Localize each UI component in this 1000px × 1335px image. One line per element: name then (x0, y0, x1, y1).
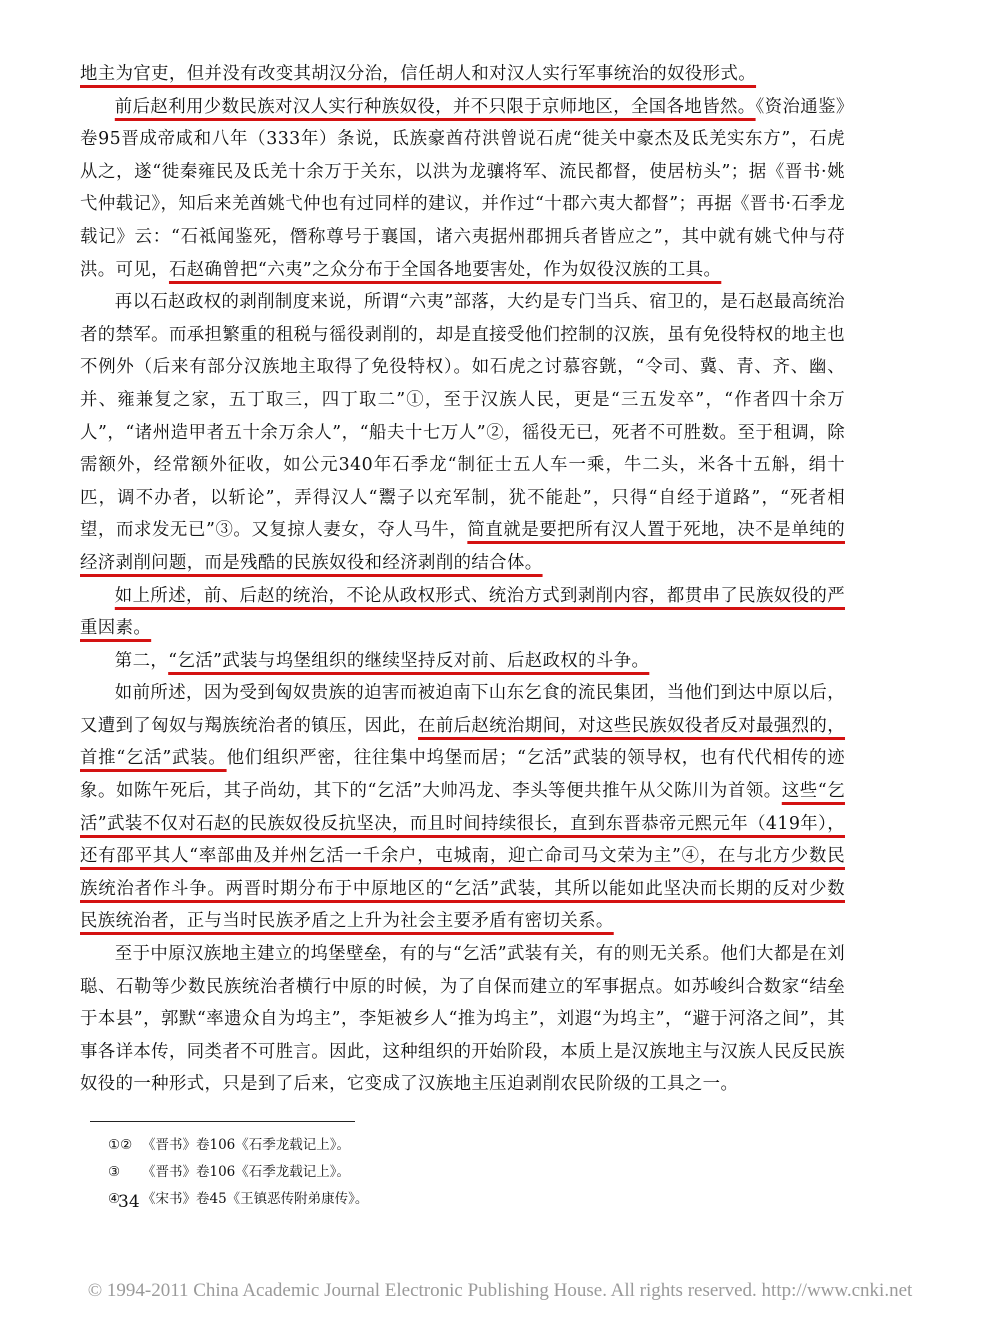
paragraph (80, 58, 845, 91)
footnote-text: 《晋书》卷106《石季龙载记上》。 (142, 1164, 351, 1180)
text-segment: 再以石赵政权的剥削制度来说，所谓“六夷”部落，大约是专门当兵、宿卫的，是石赵最高统治者的禁军。而承担繁重的租税与徭役剥削的，却是直接受他们控制的汉族，虽有免役特权的地主也不例外（后来有部分汉族地主取得了免役特权）。如石虎之讨慕容皝，“令司、冀、青、齐、幽、并、雍兼复之家，五丁取三，四丁取二”①，至于汉族人民，更是“三五发卒”，“作者四十余万人”，“诸州造甲者五十余万余人”，“船夫十七万人”②，徭役无已，死者不可胜数。至于租调，除需额外，经常额外征收，如公元340年石季龙“制征士五人车一乘，牛二头，米各十五斛，绢十匹，调不办者，以斩论”，弄得汉人“鬻子以充军制，犹不能赴”，只得“自经于道路”，“死者相望，而求发无已”③。又复掠人妻女，夺人马牛， (80, 292, 846, 541)
footnote (108, 1159, 845, 1186)
underlined-text: 在前后赵统治期间，对这些民族奴役者反对最强烈的，首推“乞活”武装。 (80, 715, 846, 769)
page-number: 34 (118, 1192, 140, 1212)
text-segment: 《资治通鉴》卷95晋成帝咸和八年（333年）条说，氐族豪酋苻洪曾说石虎“徙关中豪杰及氐羌实东方”，石虎从之，遂“徙秦雍民及氐羌十余万于关东，以洪为龙骧将军、流民都督，使居枋头”；据《晋书·姚弋仲载记》，知后来羌酋姚弋仲也有过同样的建议，并作过“十郡六夷大都督”；再据《晋书·石季龙载记》云：“石祗闻鉴死，僭称尊号于襄国，诸六夷据州郡拥兵者皆应之”，其中就有姚弋仲与苻洪。可见， (80, 96, 845, 280)
article-body (80, 58, 845, 1213)
underlined-text: 前后赵利用少数民族对汉人实行种族奴役，并不只限于京师地区，全国各地皆然。 (114, 96, 756, 117)
footnote (108, 1186, 845, 1213)
footnote-text: 《晋书》卷106《石季龙载记上》。 (142, 1137, 351, 1153)
footnote-divider (90, 1121, 355, 1122)
footnote-mark: ④ (108, 1191, 121, 1207)
text-segment: 他们组织严密，往往集中坞堡而居；“乞活”武装的领导权，也有代代相传的迹象。如陈午死后，其子尚幼，其下的“乞活”大帅冯龙、李头等便共推午从父陈川为首领。 (80, 748, 845, 802)
underlined-text: 地主为官吏，但并没有改变其胡汉分治，信任胡人和对汉人实行军事统治的奴役形式。 (80, 64, 757, 84)
underlined-text: 石赵确曾把“六夷”之众分布于全国各地要害处，作为奴役汉族的工具。 (168, 259, 722, 280)
underlined-text: 简直就是要把所有汉人置于死地，决不是单纯的经济剥削问题，而是残酷的民族奴役和经济剥削的结合体。 (80, 520, 845, 573)
footnote-mark: ①② (108, 1137, 133, 1153)
underlined-text: 如上所述，前、后赵的统治，不论从政权形式、统治方式到剥削内容，都贯串了民族奴役的严重因素。 (80, 585, 845, 639)
footnote-mark: ③ (108, 1164, 121, 1180)
text-segment: 第二， (114, 650, 169, 671)
paragraph (80, 938, 845, 1101)
text-segment: 至于中原汉族地主建立的坞堡壁垒，有的与“乞活”武装有关，有的则无关系。他们大都是在刘聪、石勒等少数民族统治者横行中原的时候，为了自保而建立的军事据点。如苏峻纠合数家“结垒于本县”，郭默“率遗众自为坞主”，李矩被乡人“推为坞主”，刘遐“为坞主”，“避于河洛之间”，其事各详本传，同类者不可胜言。因此，这种组织的开始阶段，本质上是汉族地主与汉族人民反民族奴役的一种形式，只是到了后来，它变成了汉族地主压迫剥削农民阶级的工具之一。 (80, 944, 846, 1095)
footnote-list (80, 1132, 845, 1213)
paragraph (80, 677, 845, 938)
underlined-text: 这些“乞活”武装不仅对石赵的民族奴役反抗坚决，而且时间持续很长，直到东晋恭帝元熙元年（419年），还有邵平其人“率部曲及并州乞活一千余户，屯城南，迎亡命司马文荣为主”④，在与北方少数民族统治者作斗争。两晋时期分布于中原地区的“乞活”武装，其所以能如此坚决而长期的反对少数民族统治者，正与当时民族矛盾之上升为社会主要矛盾有密切关系。 (80, 781, 845, 932)
paragraph-list (80, 58, 845, 1101)
paragraph (80, 580, 845, 645)
underlined-text: “乞活”武装与坞堡组织的继续坚持反对前、后赵政权的斗争。 (168, 650, 650, 671)
paragraph (80, 286, 845, 579)
footnote (108, 1132, 845, 1159)
copyright-notice: © 1994-2011 China Academic Journal Electronic Publishing House. All rights reserved. http://www.cnki.net (87, 1280, 913, 1301)
paragraph (80, 645, 845, 678)
paragraph (80, 91, 845, 287)
footnote-text: 《宋书》卷45《王镇恶传附弟康传》。 (142, 1191, 369, 1207)
text-segment: 如前所述，因为受到匈奴贵族的迫害而被迫南下山东乞食的流民集团，当他们到达中原以后，又遭到了匈奴与羯族统治者的镇压，因此， (80, 683, 845, 736)
